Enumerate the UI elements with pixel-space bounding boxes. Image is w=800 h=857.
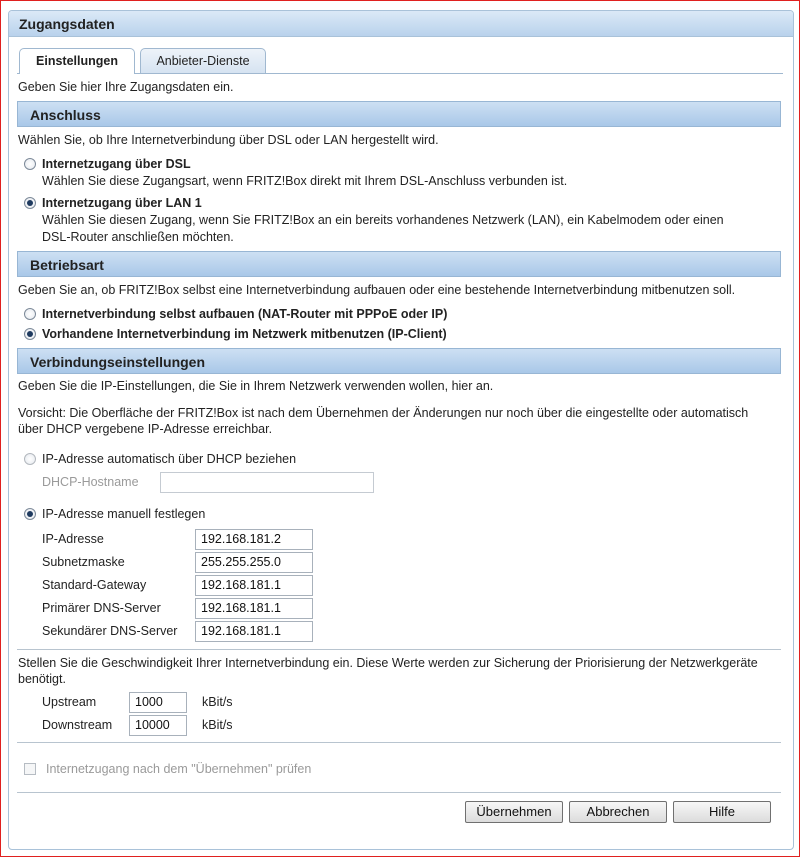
- divider-check: [17, 742, 781, 743]
- downstream-label: Downstream: [42, 718, 113, 732]
- anschluss-description: Wählen Sie, ob Ihre Internetverbindung über DSL oder LAN hergestellt wird.: [18, 133, 439, 147]
- primary-dns-input[interactable]: 192.168.181.1: [195, 598, 313, 619]
- section-anschluss-title: Anschluss: [30, 107, 101, 123]
- divider-buttons: [17, 792, 781, 793]
- radio-dsl-hint: Wählen Sie diese Zugangsart, wenn FRITZ!Box direkt mit Ihrem DSL-Anschluss verbunden ist.: [42, 174, 568, 188]
- section-verbindungseinstellungen: [17, 348, 781, 374]
- intro-text: Geben Sie hier Ihre Zugangsdaten ein.: [18, 80, 234, 94]
- secondary-dns-label: Sekundärer DNS-Server: [42, 624, 178, 638]
- divider-speed: [17, 649, 781, 650]
- section-anschluss: [17, 101, 781, 127]
- dhcp-hostname-input[interactable]: [160, 472, 374, 493]
- section-verbindung-title: Verbindungseinstellungen: [30, 354, 206, 370]
- radio-lan1-hint-line1: Wählen Sie diesen Zugang, wenn Sie FRITZ!Box an ein bereits vorhandenes Netzwerk (LAN), ein Kabelmodem oder einen: [42, 213, 724, 227]
- dhcp-hostname-label: DHCP-Hostname: [42, 475, 139, 489]
- gateway-label: Standard-Gateway: [42, 578, 147, 592]
- subnet-mask-input[interactable]: 255.255.255.0: [195, 552, 313, 573]
- radio-ip-client[interactable]: [24, 328, 36, 340]
- radio-dhcp-label[interactable]: IP-Adresse automatisch über DHCP beziehen: [42, 452, 297, 466]
- cancel-button[interactable]: Abbrechen: [569, 801, 667, 823]
- speed-description-line2: benötigt.: [18, 672, 66, 686]
- betriebsart-description: Geben Sie an, ob FRITZ!Box selbst eine Internetverbindung aufbauen oder eine bestehende Internetverbindung mitbenutzen soll.: [18, 283, 736, 297]
- check-connection-checkbox[interactable]: [24, 763, 36, 775]
- warning-line2: über DHCP vergebene IP-Adresse erreichbar.: [18, 422, 273, 436]
- upstream-label: Upstream: [42, 695, 97, 709]
- radio-nat-router[interactable]: [24, 308, 36, 320]
- tab-anbieter-dienste[interactable]: Anbieter-Dienste: [140, 48, 266, 73]
- upstream-input[interactable]: 1000: [129, 692, 187, 713]
- radio-manual-ip-label[interactable]: IP-Adresse manuell festlegen: [42, 507, 206, 521]
- radio-dhcp[interactable]: [24, 453, 36, 465]
- radio-ip-client-label[interactable]: Vorhandene Internetverbindung im Netzwerk mitbenutzen (IP-Client): [42, 327, 447, 341]
- section-betriebsart: [17, 251, 781, 277]
- radio-lan1-label[interactable]: Internetzugang über LAN 1: [42, 196, 202, 210]
- upstream-unit: kBit/s: [202, 695, 233, 709]
- help-button[interactable]: Hilfe: [673, 801, 771, 823]
- tab-einstellungen[interactable]: Einstellungen: [19, 48, 135, 74]
- radio-nat-router-label[interactable]: Internetverbindung selbst aufbauen (NAT-Router mit PPPoE oder IP): [42, 307, 448, 321]
- verbindung-description: Geben Sie die IP-Einstellungen, die Sie in Ihrem Netzwerk verwenden wollen, hier an.: [18, 379, 494, 393]
- gateway-input[interactable]: 192.168.181.1: [195, 575, 313, 596]
- ip-address-input[interactable]: 192.168.181.2: [195, 529, 313, 550]
- primary-dns-label: Primärer DNS-Server: [42, 601, 161, 615]
- subnet-mask-label: Subnetzmaske: [42, 555, 125, 569]
- downstream-unit: kBit/s: [202, 718, 233, 732]
- panel-title: Zugangsdaten: [19, 16, 115, 32]
- radio-manual-ip[interactable]: [24, 508, 36, 520]
- warning-line1: Vorsicht: Die Oberfläche der FRITZ!Box ist nach dem Übernehmen der Änderungen nur noch über die eingestellte oder automatisch: [18, 406, 749, 420]
- radio-dsl[interactable]: [24, 158, 36, 170]
- ip-address-label: IP-Adresse: [42, 532, 104, 546]
- speed-description-line1: Stellen Sie die Geschwindigkeit Ihrer Internetverbindung ein. Diese Werte werden zur Sicherung der Priorisierung der Netzwerkgeräte: [18, 656, 758, 670]
- downstream-input[interactable]: 10000: [129, 715, 187, 736]
- radio-dsl-label[interactable]: Internetzugang über DSL: [42, 157, 191, 171]
- check-connection-label[interactable]: Internetzugang nach dem "Übernehmen" prüfen: [46, 762, 312, 776]
- panel-header: [9, 11, 793, 37]
- radio-lan1[interactable]: [24, 197, 36, 209]
- zugangsdaten-panel: [8, 10, 794, 850]
- apply-button[interactable]: Übernehmen: [465, 801, 563, 823]
- radio-lan1-hint-line2: DSL-Router anschließen möchten.: [42, 230, 234, 244]
- section-betriebsart-title: Betriebsart: [30, 257, 104, 273]
- secondary-dns-input[interactable]: 192.168.181.1: [195, 621, 313, 642]
